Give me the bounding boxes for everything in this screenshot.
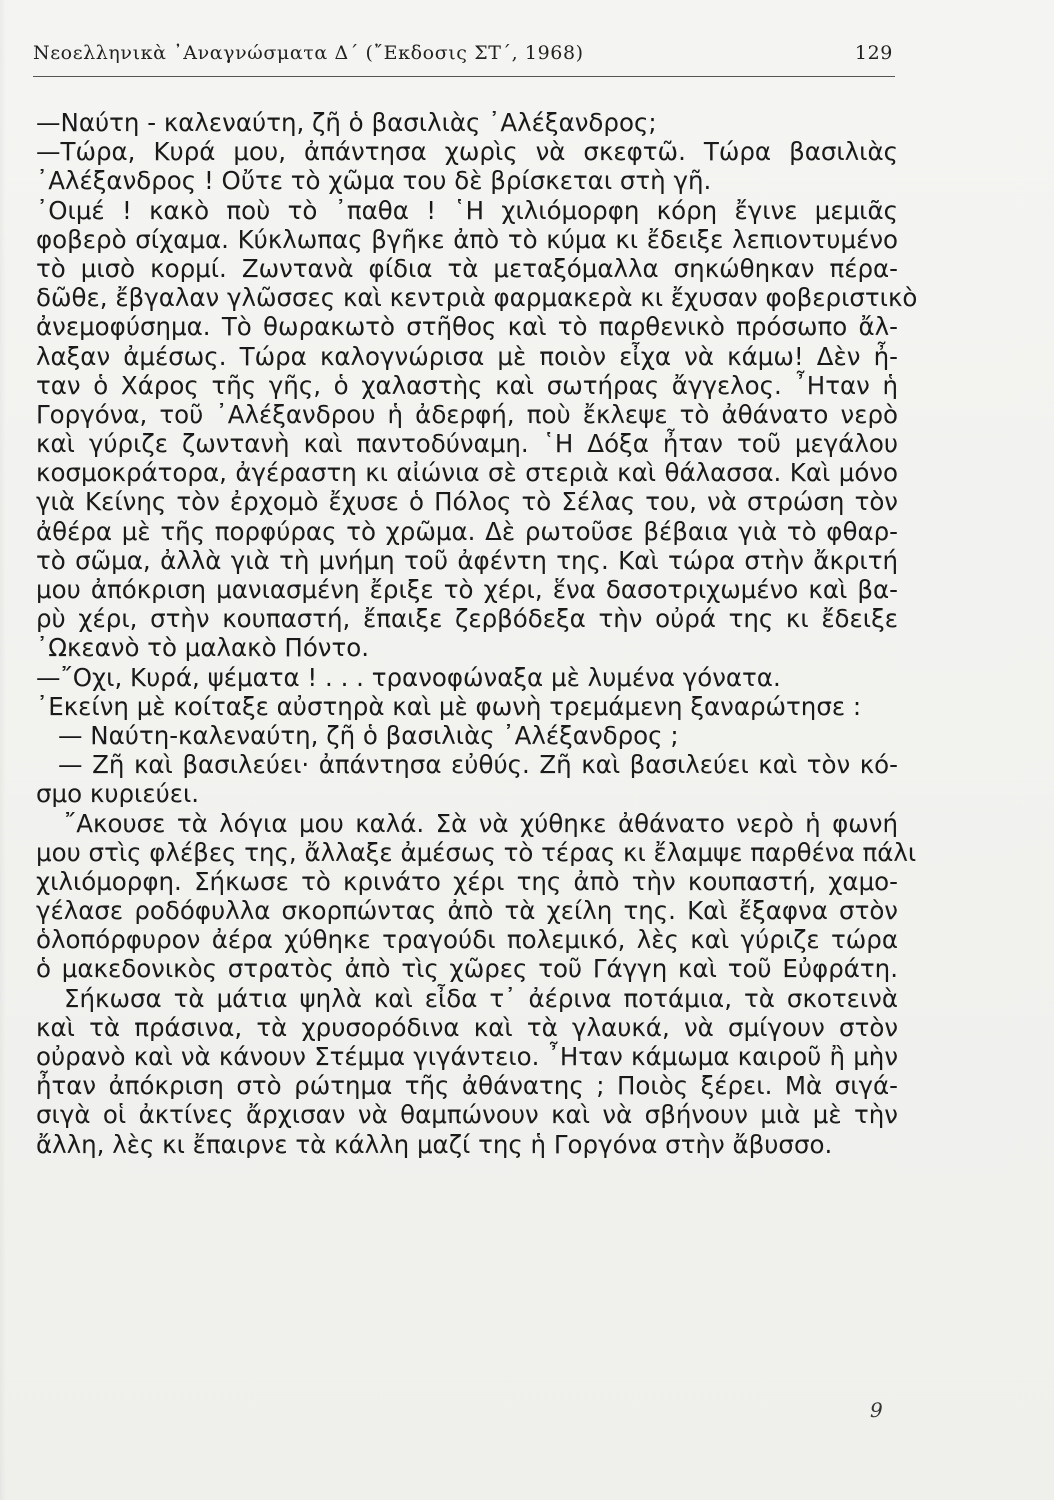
header-rule [33,76,895,77]
text-line: λαξαν ἀμέσως. Τώρα καλογνώρισα μὲ ποιὸν εἶχα νὰ κάμω! Δὲν ἦ- [36,341,898,371]
text-line: σιγὰ οἱ ἀκτίνες ἄρχισαν νὰ θαμπώνουν καὶ νὰ σβήνουν μιὰ μὲ τὴν [36,1100,898,1130]
text-line: —Τώρα, Κυρά μου, ἀπάντησα χωρὶς νὰ σκεφτῶ. Τώρα βασιλιὰς [36,137,898,167]
text-line: καὶ γύριζε ζωντανὴ καὶ παντοδύναμη. ῾Η Δόξα ἦταν τοῦ μεγάλου [36,429,898,459]
running-title: Νεοελληνικὰ ᾽Αναγνώσματα Δ΄ (῎Εκδοσις ΣΤ΄, 1968) [33,42,584,64]
text-line: ἄλλη, λὲς κι ἔπαιρνε τὰ κάλλη μαζί της ἡ Γοργόνα στὴν ἄβυσσο. [36,1129,833,1159]
text-line: —῎Οχι, Κυρά, ψέματα ! . . . τρανοφώναξα μὲ λυμένα γόνατα. [36,662,781,692]
text-line: κοσμοκράτορα, ἀγέραστη κι αἰώνια σὲ στεριὰ καὶ θάλασσα. Καὶ μόνο [36,458,898,488]
text-line: ὁ μακεδονικὸς στρατὸς ἀπὸ τὶς χῶρες τοῦ Γάγγη καὶ τοῦ Εὐφράτη. [36,954,898,984]
text-line: ἦταν ἀπόκριση στὸ ρώτημα τῆς ἀθάνατης ; Ποιὸς ξέρει. Μὰ σιγά- [36,1071,898,1101]
text-line: μου ἀπόκριση μανιασμένη ἔριξε τὸ χέρι, ἕνα δασοτριχωμένο καὶ βα- [36,575,898,604]
text-line: ᾽Εκείνη μὲ κοίταξε αὐστηρὰ καὶ μὲ φωνὴ τρεμάμενη ξαναρώτησε : [36,691,862,721]
signature-mark: 9 [870,1398,883,1422]
text-line: καὶ τὰ πράσινα, τὰ χρυσορόδινα καὶ τὰ γλαυκά, νὰ σμίγουν στὸν [36,1012,898,1042]
text-line: ρὺ χέρι, στὴν κουπαστή, ἔπαιξε ζερβόδεξα τὴν οὐρά της κι ἔδειξε [36,604,898,634]
text-line: Σήκωσα τὰ μάτια ψηλὰ καὶ εἶδα τ᾽ ἀέρινα ποτάμια, τὰ σκοτεινὰ [64,983,898,1013]
text-line: φοβερὸ σίχαμα. Κύκλωπας βγῆκε ἀπὸ τὸ κύμα κι ἔδειξε λεπιοντυμένο [36,224,898,254]
text-line: τὸ σῶμα, ἀλλὰ γιὰ τὴ μνήμη τοῦ ἀφέντη της. Καὶ τώρα στὴν ἄκριτή [36,545,898,575]
running-header [33,42,893,72]
text-line: ᾽Οιμέ ! κακὸ ποὺ τὸ ᾽παθα ! ῾Η χιλιόμορφη κόρη ἔγινε μεμιᾶς [36,195,898,225]
text-line: ταν ὁ Χάρος τῆς γῆς, ὁ χαλαστὴς καὶ σωτήρας ἄγγελος. ῏Ηταν ἡ [36,370,898,400]
text-line: οὐρανὸ καὶ νὰ κάνουν Στέμμα γιγάντειο. ῏Ηταν κάμωμα καιροῦ ἢ μὴν [36,1042,898,1071]
text-line: μου στὶς φλέβες της, ἄλλαξε ἀμέσως τὸ τέρας κι ἔλαμψε παρθένα πάλι [36,837,917,867]
scan-shadow [0,0,6,1500]
text-line: γιὰ Κείνης τὸν ἐρχομὸ ἔχυσε ὁ Πόλος τὸ Σέλας του, νὰ στρώση τὸν [36,487,898,517]
text-line: δῶθε, ἔβγαλαν γλῶσσες καὶ κεντριὰ φαρμακερὰ κι ἔχυσαν φοβεριστικὸ [36,283,918,313]
text-line: Γοργόνα, τοῦ ᾽Αλέξανδρου ἡ ἀδερφή, ποὺ ἔκλεψε τὸ ἀθάνατο νερὸ [36,399,898,429]
text-line: χιλιόμορφη. Σήκωσε τὸ κρινάτο χέρι της ἀπὸ τὴν κουπαστή, χαμο- [36,866,898,896]
text-line: ἀνεμοφύσημα. Τὸ θωρακωτὸ στῆθος καὶ τὸ παρθενικὸ πρόσωπο ἄλ- [36,312,898,342]
text-line: σμο κυριεύει. [36,779,200,809]
text-line: τὸ μισὸ κορμί. Ζωντανὰ φίδια τὰ μεταξόμαλλα σηκώθηκαν πέρα- [36,253,898,283]
text-line: ὁλοπόρφυρον ἀέρα χύθηκε τραγούδι πολεμικό, λὲς καὶ γύριζε τώρα [36,925,898,955]
text-line: ἀθέρα μὲ τῆς πορφύρας τὸ χρῶμα. Δὲ ρωτοῦσε βέβαια γιὰ τὸ φθαρ- [36,516,898,546]
text-line: — Ναύτη-καλεναύτη, ζῆ ὁ βασιλιὰς ᾽Αλέξανδρος ; [58,720,679,750]
text-line: ᾽Ωκεανὸ τὸ μαλακὸ Πόντο. [36,633,370,663]
text-line: γέλασε ροδόφυλλα σκορπώντας ἀπὸ τὰ χείλη της. Καὶ ἔξαφνα στὸν [36,896,898,926]
text-line: ᾽Αλέξανδρος ! Οὔτε τὸ χῶμα του δὲ βρίσκεται στὴ γῆ. [36,166,712,196]
text-line: ῎Ακουσε τὰ λόγια μου καλά. Σὰ νὰ χύθηκε ἀθάνατο νερὸ ἡ φωνή [64,808,898,838]
text-line: —Ναύτη - καλεναύτη, ζῆ ὁ βασιλιὰς ᾽Αλέξανδρος; [36,108,657,137]
text-line: — Ζῆ καὶ βασιλεύει· ἀπάντησα εὐθύς. Ζῆ καὶ βασιλεύει καὶ τὸν κό- [58,750,898,780]
body-text [36,108,918,1159]
page-number: 129 [854,42,893,64]
